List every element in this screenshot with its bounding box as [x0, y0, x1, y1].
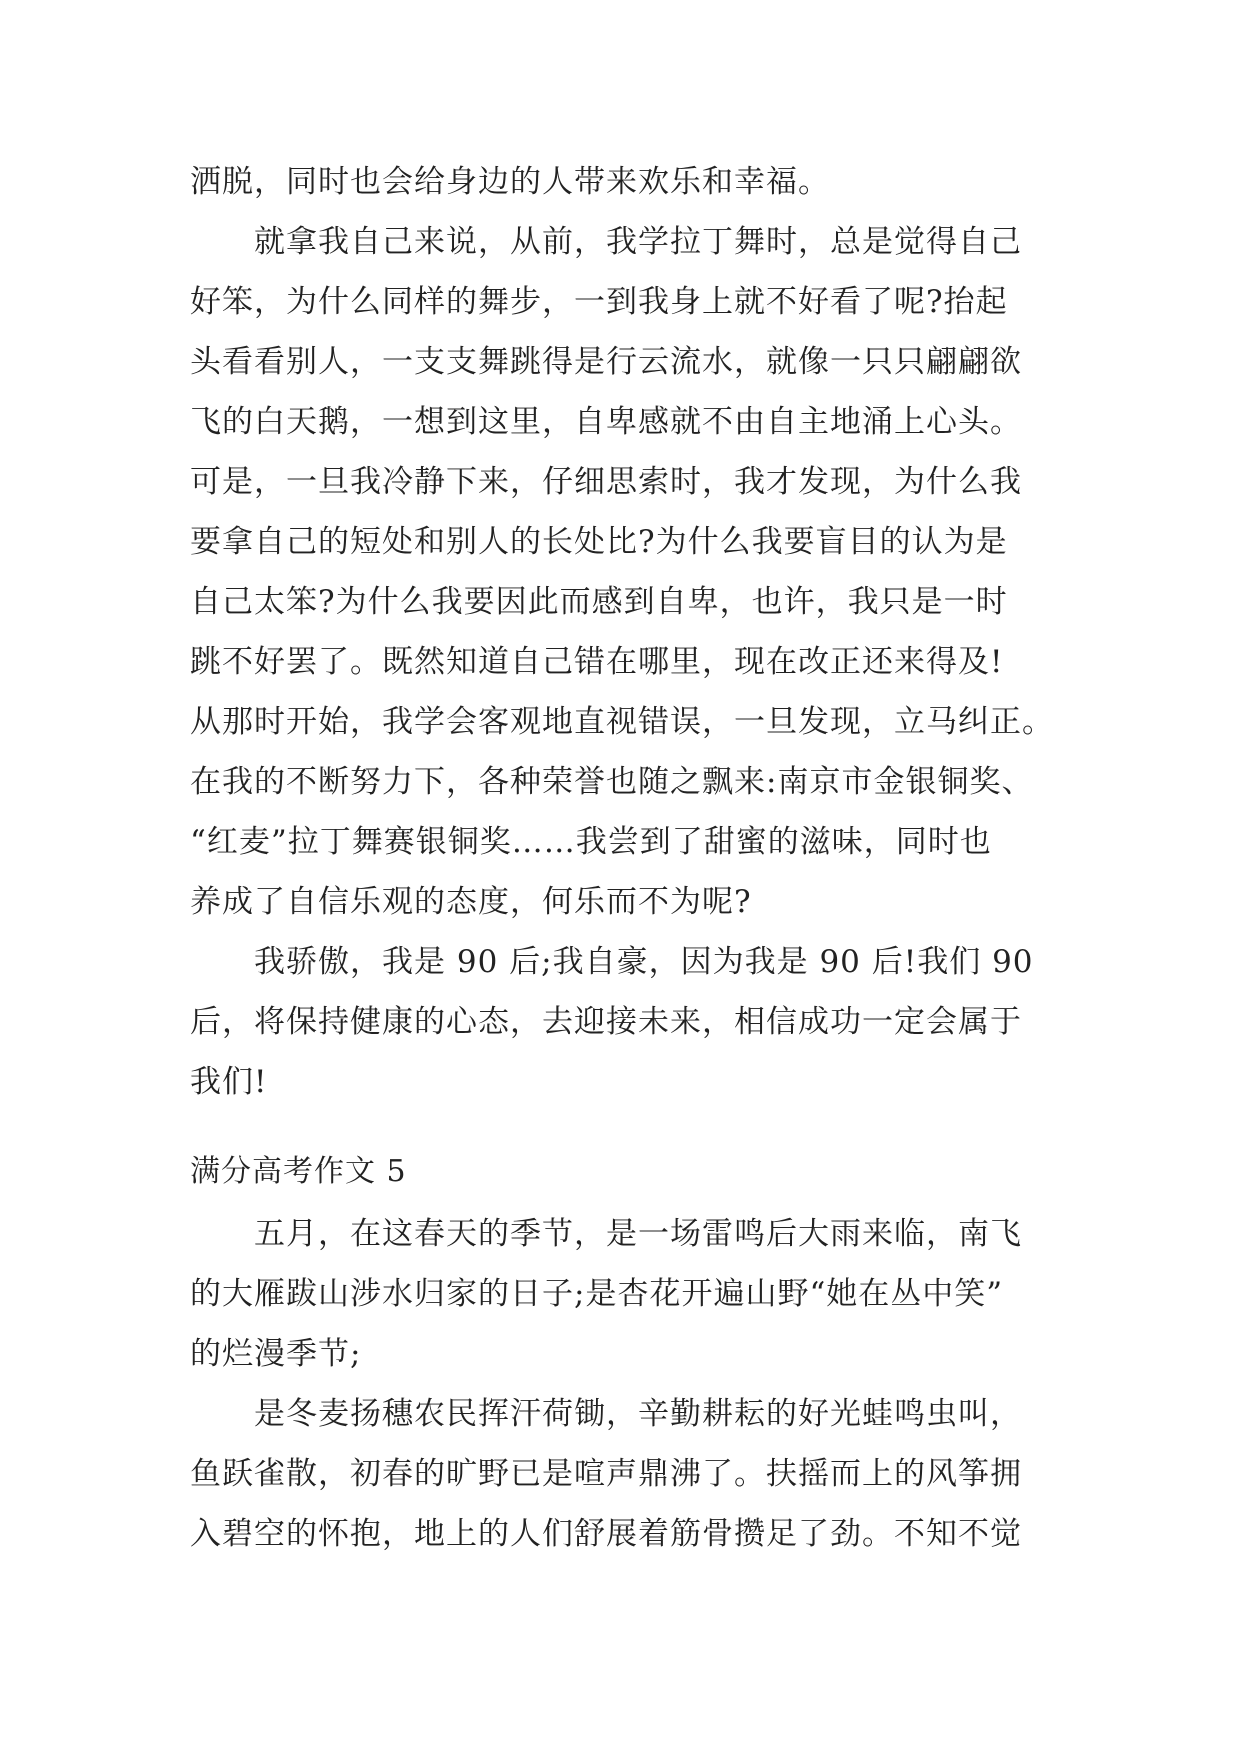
text-line: 的大雁跋山涉水归家的日子;是杏花开遍山野“她在丛中笑”: [190, 1276, 1004, 1312]
text-line: 入碧空的怀抱，地上的人们舒展着筋骨攒足了劲。不知不觉: [190, 1516, 1022, 1552]
text-line: 的烂漫季节;: [190, 1336, 362, 1372]
text-line: 鱼跃雀散，初春的旷野已是喧声鼎沸了。扶摇而上的风筝拥: [190, 1456, 1022, 1492]
text-line: 要拿自己的短处和别人的长处比?为什么我要盲目的认为是: [190, 524, 1008, 560]
section-heading: 满分高考作文 5: [190, 1154, 407, 1189]
text-line: 在我的不断努力下，各种荣誉也随之飘来:南京市金银铜奖、: [190, 764, 1034, 800]
text-line: 是冬麦扬穗农民挥汗荷锄，辛勤耕耘的好光蛙鸣虫叫，: [254, 1396, 1022, 1432]
text-line: “红麦”拉丁舞赛银铜奖……我尝到了甜蜜的滋味，同时也: [190, 824, 992, 860]
text-line: 飞的白天鹅，一想到这里，自卑感就不由自主地涌上心头。: [190, 404, 1022, 440]
text-line: 好笨，为什么同样的舞步，一到我身上就不好看了呢?抬起: [190, 284, 1008, 320]
text-line: 从那时开始，我学会客观地直视错误，一旦发现，立马纠正。: [190, 704, 1054, 740]
text-line: 跳不好罢了。既然知道自己错在哪里，现在改正还来得及!: [190, 644, 1004, 680]
text-line: 洒脱，同时也会给身边的人带来欢乐和幸福。: [190, 164, 830, 200]
text-line: 自己太笨?为什么我要因此而感到自卑，也许，我只是一时: [190, 584, 1008, 620]
text-line: 养成了自信乐观的态度，何乐而不为呢?: [190, 884, 752, 920]
text-line: 头看看别人，一支支舞跳得是行云流水，就像一只只翩翩欲: [190, 344, 1022, 380]
text-line: 我们!: [190, 1064, 268, 1100]
text-line: 就拿我自己来说，从前，我学拉丁舞时，总是觉得自己: [254, 224, 1022, 260]
text-line: 后，将保持健康的心态，去迎接未来，相信成功一定会属于: [190, 1004, 1022, 1040]
text-line: 五月，在这春天的季节，是一场雷鸣后大雨来临，南飞: [254, 1216, 1022, 1252]
text-line: 可是，一旦我冷静下来，仔细思索时，我才发现，为什么我: [190, 464, 1022, 500]
text-line: 我骄傲，我是 90 后;我自豪，因为我是 90 后!我们 90: [254, 944, 1034, 980]
